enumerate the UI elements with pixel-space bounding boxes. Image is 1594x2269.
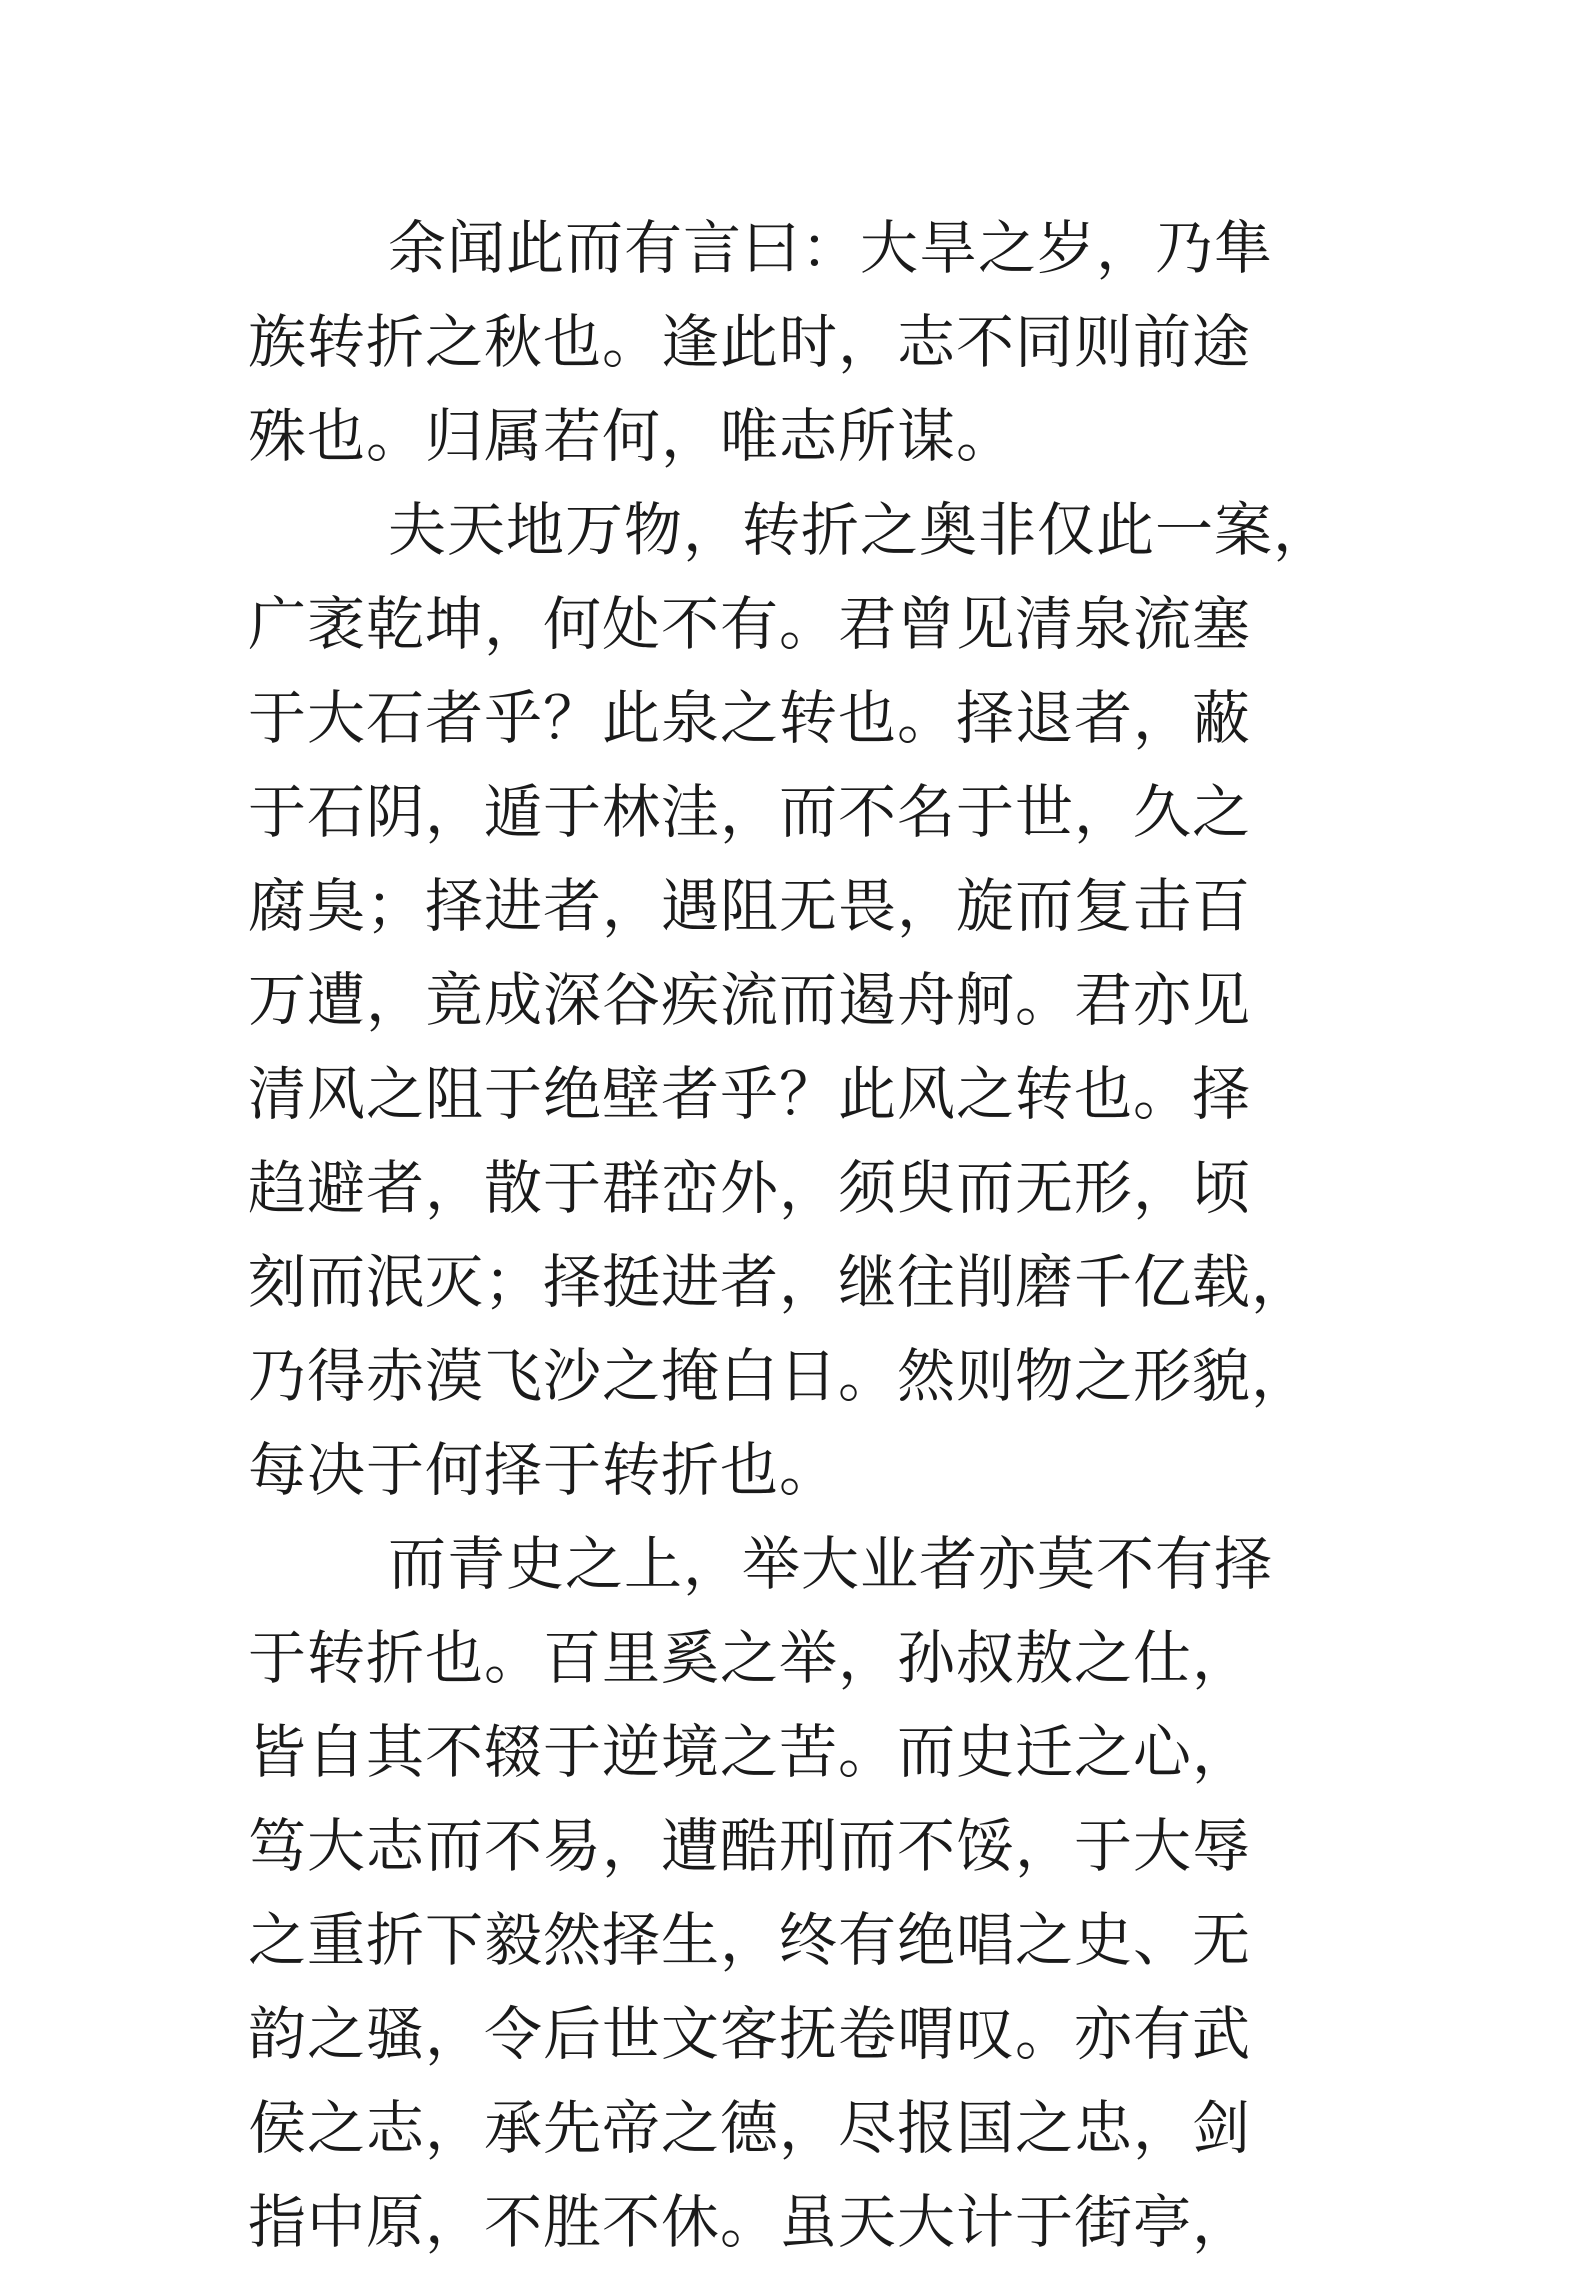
text-line: 韵之骚，令后世文客抚卷喟叹。亦有武 [248, 2000, 1252, 2068]
text-line: 之重折下毅然择生，终有绝唱之史、无 [248, 1906, 1252, 1974]
text-line: 余闻此而有言曰：大旱之岁，乃隼 [388, 214, 1274, 282]
text-line: 而青史之上，举大业者亦莫不有择 [388, 1530, 1274, 1598]
text-line: 殊也。归属若何，唯志所谋。 [248, 402, 1016, 470]
text-line: 清风之阻于绝壁者乎？此风之转也。择 [248, 1060, 1252, 1128]
text-line: 趋避者，散于群峦外，须臾而无形，顷 [248, 1154, 1252, 1222]
text-line: 于转折也。百里奚之举，孙叔敖之仕， [248, 1624, 1252, 1692]
text-line: 广袤乾坤，何处不有。君曾见清泉流塞 [248, 590, 1252, 658]
text-line: 笃大志而不易，遭酷刑而不馁，于大辱 [248, 1812, 1252, 1880]
text-line: 于石阴，遁于林洼，而不名于世，久之 [248, 778, 1252, 846]
text-line: 皆自其不辍于逆境之苦。而史迁之心， [248, 1718, 1252, 1786]
text-line: 夫天地万物，转折之奥非仅此一案， [388, 496, 1333, 564]
text-line: 指中原，不胜不休。虽天大计于街亭， [248, 2188, 1252, 2256]
text-line: 腐臭；择进者，遇阻无畏，旋而复击百 [248, 872, 1252, 940]
text-line: 族转折之秋也。逢此时，志不同则前途 [248, 308, 1252, 376]
text-line: 万遭，竟成深谷疾流而遏舟舸。君亦见 [248, 966, 1252, 1034]
text-line: 于大石者乎？此泉之转也。择退者，蔽 [248, 684, 1252, 752]
essay-text [248, 201, 1373, 2269]
text-line: 侯之志，承先帝之德，尽报国之忠，剑 [248, 2094, 1252, 2162]
text-line: 每决于何择于转折也。 [248, 1436, 839, 1504]
text-line: 乃得赤漠飞沙之掩白日。然则物之形貌， [248, 1342, 1311, 1410]
text-line: 刻而泯灭；择挺进者，继往削磨千亿载， [248, 1248, 1311, 1316]
